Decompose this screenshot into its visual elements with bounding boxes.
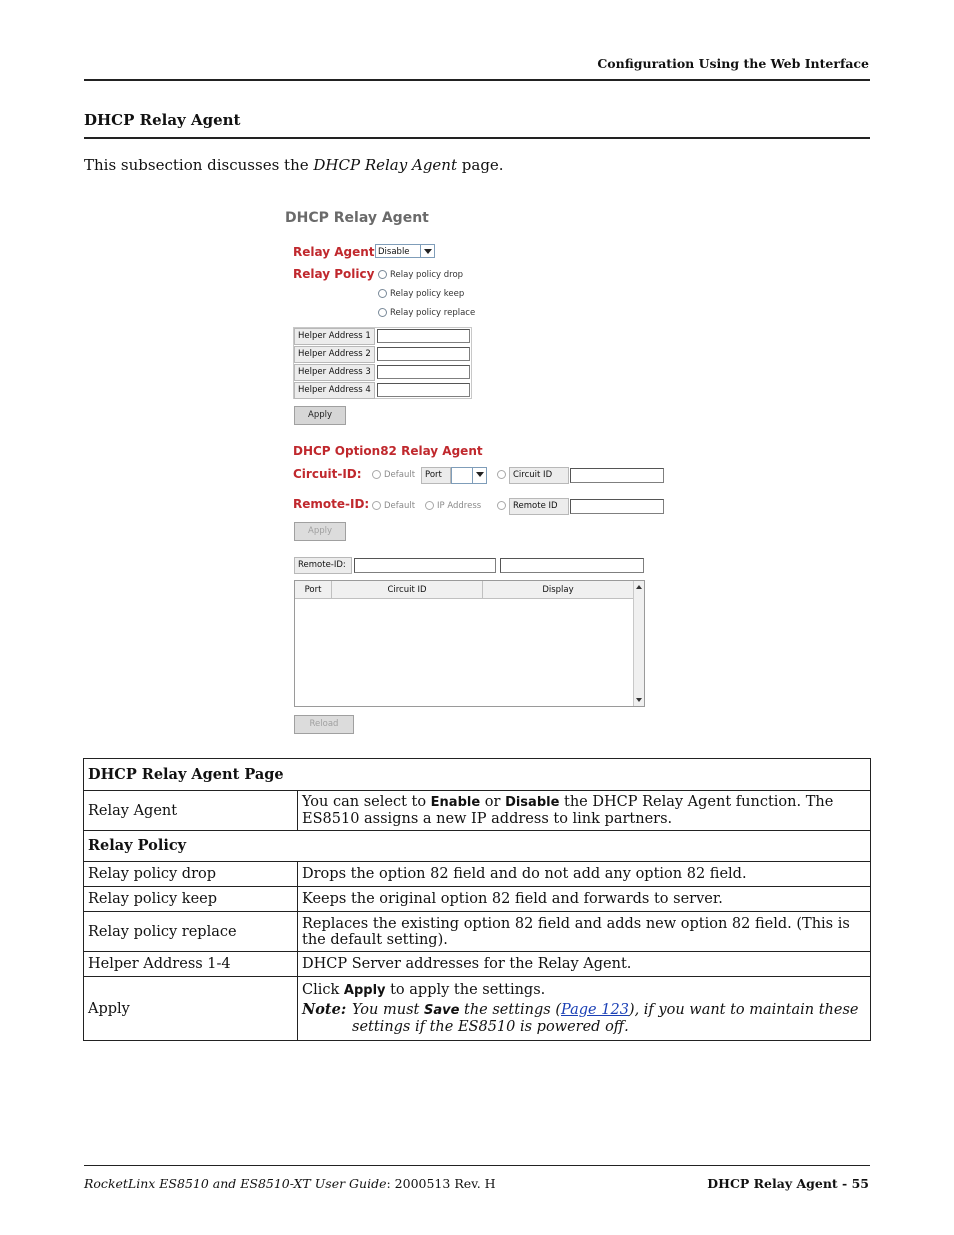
- desc-text: to apply the settings.: [385, 982, 546, 998]
- table-subheader-row: [84, 831, 871, 862]
- note-label: Note:: [302, 1001, 347, 1018]
- intro-paragraph: [84, 156, 504, 174]
- row-label: Relay policy replace: [84, 912, 298, 952]
- note-text: [352, 1002, 866, 1035]
- row-label: Helper Address 1-4: [84, 952, 298, 977]
- circuit-id-label: Circuit-ID:: [293, 467, 362, 481]
- remote-id-box-label: Remote ID: [509, 498, 569, 515]
- intro-after: page.: [457, 156, 504, 174]
- helper-address-2-label: Helper Address 2: [294, 346, 375, 363]
- remote-ip-radio[interactable]: [425, 501, 434, 510]
- guide-title: RocketLinx ES8510 and ES8510-XT User Guide: [84, 1176, 387, 1191]
- note-part: ), if you want to maintain these settings if the ES8510 is powered off.: [352, 1002, 859, 1035]
- remote-id-filter-label: Remote-ID:: [294, 557, 352, 574]
- row-desc: Drops the option 82 field and do not add any option 82 field.: [298, 862, 871, 887]
- circuit-id-box-label: Circuit ID: [509, 467, 569, 484]
- row-label: Apply: [84, 977, 298, 1041]
- footer-rule: [84, 1165, 870, 1166]
- row-desc: [298, 977, 871, 1041]
- apply-desc-line: [302, 982, 866, 999]
- remote-id-filter-input[interactable]: [354, 558, 496, 573]
- page-link[interactable]: Page 123: [561, 1002, 629, 1018]
- table-row: [84, 791, 871, 831]
- table-header: DHCP Relay Agent Page: [84, 759, 871, 791]
- column-port: Port: [295, 581, 332, 599]
- reload-button[interactable]: Reload: [294, 715, 354, 734]
- footer-page: DHCP Relay Agent - 55: [707, 1176, 869, 1191]
- column-circuit-id: Circuit ID: [332, 581, 483, 599]
- relay-agent-value: Disable: [378, 247, 410, 257]
- description-table: [83, 758, 871, 1041]
- desc-bold: Enable: [430, 795, 481, 810]
- row-label: Relay policy drop: [84, 862, 298, 887]
- header-rule: [84, 79, 870, 81]
- row-label: Relay Agent: [84, 791, 298, 831]
- helper-address-3-label: Helper Address 3: [294, 364, 375, 381]
- apply-button[interactable]: Apply: [294, 406, 346, 425]
- relay-policy-label: Relay Policy: [293, 267, 375, 281]
- remote-custom-radio[interactable]: [497, 501, 506, 510]
- table-row: [84, 912, 871, 952]
- circuit-port-select[interactable]: [451, 467, 487, 484]
- table-row: [84, 952, 871, 977]
- relay-policy-keep-label: Relay policy keep: [390, 289, 465, 299]
- relay-policy-drop-radio[interactable]: [378, 270, 387, 279]
- relay-policy-drop-label: Relay policy drop: [390, 270, 464, 280]
- remote-id-filter-input-2[interactable]: [500, 558, 644, 573]
- note: [302, 1002, 866, 1035]
- remote-id-input[interactable]: [570, 499, 664, 514]
- desc-text: You can select to: [302, 794, 431, 810]
- option82-title: DHCP Option82 Relay Agent: [293, 444, 483, 458]
- ui-page-title: DHCP Relay Agent: [285, 210, 429, 226]
- footer-guide: [84, 1176, 496, 1191]
- note-part: You must: [352, 1002, 424, 1018]
- circuit-default-label: Default: [384, 470, 416, 480]
- scroll-up-icon[interactable]: [634, 581, 644, 593]
- helper-address-2-input[interactable]: [377, 347, 470, 361]
- circuit-default-radio[interactable]: [372, 470, 381, 479]
- desc-bold: Disable: [505, 795, 560, 810]
- remote-default-radio[interactable]: [372, 501, 381, 510]
- intro-before: This subsection discusses the: [84, 156, 314, 174]
- intro-italic: DHCP Relay Agent: [313, 156, 457, 174]
- helper-address-3-input[interactable]: [377, 365, 470, 379]
- desc-bold: Apply: [343, 983, 386, 998]
- relay-policy-keep-radio[interactable]: [378, 289, 387, 298]
- table-row: [84, 977, 871, 1041]
- section-rule: [84, 137, 870, 139]
- relay-policy-replace-radio[interactable]: [378, 308, 387, 317]
- helper-address-4-label: Helper Address 4: [294, 382, 375, 399]
- relay-policy-replace-label: Relay policy replace: [390, 308, 476, 318]
- relay-agent-select[interactable]: [375, 244, 435, 258]
- table-row: [84, 887, 871, 912]
- chevron-down-icon: [420, 245, 434, 257]
- circuit-port-label: Port: [421, 467, 451, 484]
- relay-policy-subheader: Relay Policy: [84, 831, 871, 862]
- list-scrollbar[interactable]: [633, 581, 644, 706]
- relay-agent-label: Relay Agent: [293, 245, 375, 259]
- chevron-down-icon: [472, 468, 486, 483]
- remote-id-label: Remote-ID:: [293, 497, 370, 511]
- note-part: the settings (: [459, 1002, 562, 1018]
- desc-text: Click: [302, 982, 344, 998]
- column-display: Display: [483, 581, 634, 599]
- helper-address-4-input[interactable]: [377, 383, 470, 397]
- table-row: [84, 862, 871, 887]
- desc-text: the DHCP Relay Agent function. The ES8510 assigns a new IP address to link partners.: [302, 794, 834, 827]
- relay-list[interactable]: [294, 580, 645, 707]
- table-header-row: [84, 759, 871, 791]
- remote-ip-label: IP Address: [437, 501, 482, 511]
- apply-option82-button[interactable]: Apply: [294, 522, 346, 541]
- helper-address-1-label: Helper Address 1: [294, 328, 375, 345]
- section-title: DHCP Relay Agent: [84, 111, 241, 129]
- scroll-down-icon[interactable]: [634, 694, 644, 706]
- desc-text: or: [480, 794, 506, 810]
- row-desc: Keeps the original option 82 field and forwards to server.: [298, 887, 871, 912]
- running-header: Configuration Using the Web Interface: [597, 56, 869, 71]
- row-desc: [298, 791, 871, 831]
- row-label: Relay policy keep: [84, 887, 298, 912]
- guide-rev: : 2000513 Rev. H: [386, 1176, 496, 1191]
- remote-default-label: Default: [384, 501, 416, 511]
- circuit-custom-radio[interactable]: [497, 470, 506, 479]
- note-bold: Save: [423, 1003, 460, 1018]
- row-desc: DHCP Server addresses for the Relay Agent.: [298, 952, 871, 977]
- row-desc: Replaces the existing option 82 field and adds new option 82 field. (This is the default setting).: [298, 912, 871, 952]
- helper-address-1-input[interactable]: [377, 329, 470, 343]
- circuit-id-input[interactable]: [570, 468, 664, 483]
